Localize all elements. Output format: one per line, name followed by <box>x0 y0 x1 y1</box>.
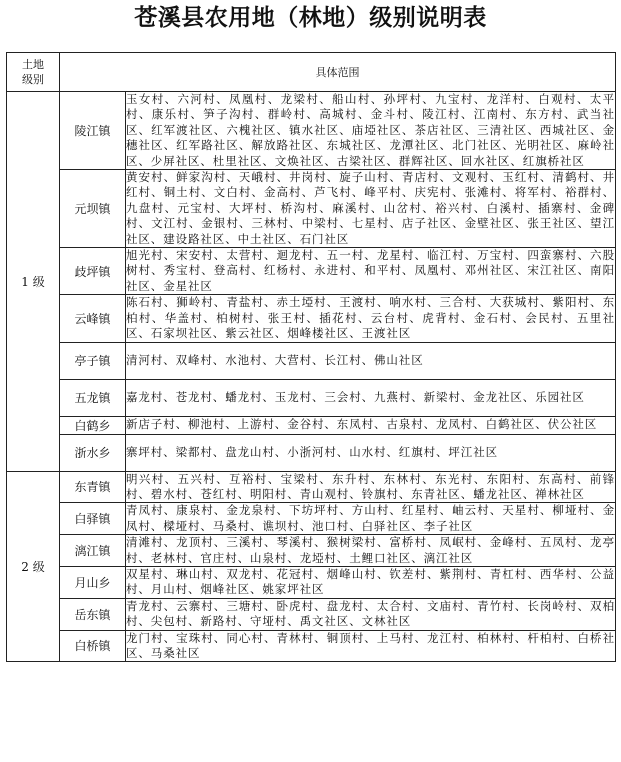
table-row <box>7 342 616 379</box>
header-scope: 具体范围 <box>60 53 616 92</box>
town-scope: 寨坪村、梁都村、盘龙山村、小浙河村、山水村、红旗村、坪江社区 <box>126 434 616 471</box>
table-row <box>7 434 616 471</box>
table-row <box>7 566 616 598</box>
town-scope: 黄安村、鲜家沟村、天峨村、井岗村、旋子山村、青店村、文观村、玉红村、清鹤村、井红村、铜土村、文白村、金高村、芦飞村、峰平村、庆宪村、张滩村、将军村、裕群村、九盘村、元宝村、大坪村、桥沟村、麻溪村、山岔村、裕兴村、白溪村、插寨村、金碑村、文江村、金银村、三林村、中梁村、七星村、店子社区、金壁社区、张王社区、望江社区、建设路社区、中土社区、石门社区 <box>126 170 615 246</box>
town-name: 元坝镇 <box>60 170 126 248</box>
page-title: 苍溪县农用地（林地）级别说明表 <box>134 5 487 31</box>
town-scope: 玉女村、六河村、凤凰村、龙梁村、船山村、孙坪村、九宝村、龙洋村、白观村、太平村、康乐村、笋子沟村、群岭村、高城村、金斗村、陵江村、江南村、东方村、武当社区、红军渡社区、六槐社区、镇水社区、庙埡社区、茶店社区、三清社区、西城社区、金穗社区、红军路社区、解放路社区、东城社区、龙潭社区、北门社区、光明社区、麻岭社区、少屏社区、杜里社区、文焕社区、古梁社区、群辉社区、回水社区、红旗桥社区 <box>126 92 615 168</box>
level-cell: 1 级 <box>7 92 60 472</box>
town-name: 歧坪镇 <box>60 248 126 295</box>
header-level-line2: 级别 <box>22 73 44 86</box>
town-scope: 清河村、双峰村、水池村、大营村、长江村、佛山社区 <box>126 342 616 379</box>
town-scope: 陈石村、狮岭村、青盐村、赤土埡村、王渡村、响水村、三合村、大获城村、紫阳村、东柏村、华盖村、柏树村、张王村、插花村、云台村、虎背村、金石村、会民村、五里社区、石家坝社区、紫云社区、烟峰楼社区、王渡社区 <box>126 295 615 341</box>
town-scope: 新店子村、柳池村、上游村、金谷村、东凤村、古泉村、龙凤村、白鹤社区、伏公社区 <box>126 416 616 434</box>
table-row <box>7 503 616 535</box>
town-name: 五龙镇 <box>60 379 126 416</box>
land-level-table <box>6 52 616 662</box>
town-scope: 龙门村、宝珠村、同心村、青林村、铜顶村、上马村、龙江村、柏林村、杆柏村、白桥社区、马桑社区 <box>126 630 615 660</box>
table-row <box>7 471 616 503</box>
table-row <box>7 248 616 295</box>
table-row <box>7 630 616 662</box>
table-row <box>7 170 616 248</box>
town-scope: 青凤村、康泉村、金龙泉村、下坊坪村、方山村、红星村、岫云村、天星村、柳垭村、金凤村、樑垭村、马桑村、谯坝村、池口村、白驿社区、李子社区 <box>126 503 615 533</box>
table-row <box>7 92 616 170</box>
town-name: 白驿镇 <box>60 503 126 535</box>
table-row <box>7 416 616 434</box>
town-scope: 清滩村、龙顶村、三溪村、琴溪村、猴树梁村、富桥村、凤岷村、金峰村、五凤村、龙亭村、老林村、官庄村、山泉村、龙埡村、土鲤口社区、漓江社区 <box>126 535 615 565</box>
town-name: 漓江镇 <box>60 535 126 567</box>
level-cell: 2 级 <box>7 471 60 662</box>
town-name: 月山乡 <box>60 566 126 598</box>
table-row <box>7 379 616 416</box>
town-name: 白桥镇 <box>60 630 126 662</box>
town-scope: 青龙村、云寨村、三塘村、卧虎村、盘龙村、太合村、文庙村、青竹村、长岗岭村、双柏村、尖包村、新路村、守垭村、禹文社区、文林社区 <box>126 598 615 629</box>
town-scope: 嘉龙村、苍龙村、蟠龙村、玉龙村、三会村、九燕村、新梁村、金龙社区、乐园社区 <box>126 379 616 416</box>
table-row <box>7 535 616 567</box>
town-scope: 明兴村、五兴村、互裕村、宝梁村、东升村、东林村、东光村、东阳村、东高村、前锋村、碧水村、苍红村、明阳村、青山观村、铃旗村、东青社区、蟠龙社区、禅林社区 <box>126 471 615 501</box>
town-name: 岳东镇 <box>60 598 126 630</box>
table-row <box>7 598 616 630</box>
header-level-line1: 土地 <box>22 58 44 71</box>
town-scope: 双星村、琳山村、双龙村、花冠村、烟峰山村、钦差村、紫荆村、青杠村、西华村、公益村、月山村、烟峰社区、姚家坪社区 <box>126 566 615 597</box>
header-land-level <box>7 53 60 92</box>
town-scope: 旭光村、宋安村、太营村、迴龙村、五一村、龙星村、临江村、万宝村、四蛮寨村、六股树村、秀宝村、登高村、红杨村、永进村、和平村、凤凰村、邓州社区、宋江社区、南阳社区、金星社区 <box>126 248 615 293</box>
table-header-row <box>7 53 616 92</box>
town-name: 东青镇 <box>60 471 126 503</box>
town-name: 浙水乡 <box>60 434 126 471</box>
town-name: 亭子镇 <box>60 342 126 379</box>
table-row <box>7 295 616 342</box>
town-name: 白鹤乡 <box>60 416 126 434</box>
town-name: 陵江镇 <box>60 92 126 170</box>
town-name: 云峰镇 <box>60 295 126 342</box>
